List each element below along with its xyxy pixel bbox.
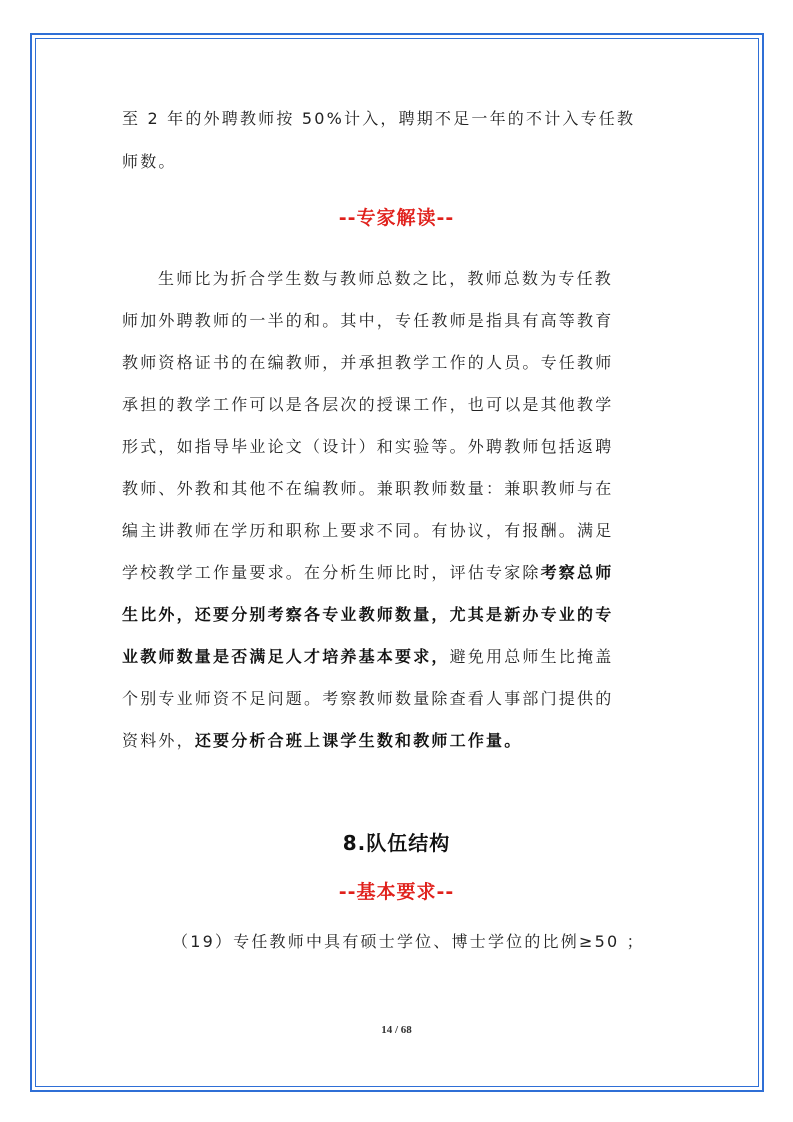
basic-requirements-heading: --基本要求--	[338, 881, 455, 903]
expert-line-12-bold: 还要分析合班上课学生数和教师工作量。	[194, 731, 523, 750]
expert-line-1: 生师比为折合学生数与教师总数之比，教师总数为专任教	[158, 269, 614, 288]
expert-line-10-bold: 业教师数量是否满足人才培养基本要求，	[122, 647, 450, 666]
intro-line-1: 至 2 年的外聘教师按 50%计入，聘期不足一年的不计入专任教	[122, 109, 636, 128]
expert-line-10-normal: 避免用总师生比掩盖	[449, 647, 614, 666]
expert-line-3: 教师资格证书的在编教师，并承担教学工作的人员。专任教师	[122, 353, 614, 372]
page-number: 14 / 68	[381, 1024, 412, 1036]
expert-line-12-normal: 资料外，	[122, 731, 195, 750]
expert-line-10	[122, 644, 613, 667]
expert-line-7: 编主讲教师在学历和职称上要求不同。有协议，有报酬。满足	[122, 521, 614, 540]
expert-line-8-bold: 考察总师	[540, 563, 614, 582]
expert-line-9: 生比外，还要分别考察各专业教师数量，尤其是新办专业的专	[122, 605, 614, 624]
expert-line-6: 教师、外教和其他不在编教师。兼职教师数量：兼职教师与在	[122, 479, 614, 498]
expert-line-8	[122, 560, 613, 583]
expert-line-8-normal: 学校教学工作量要求。在分析生师比时，评估专家除	[122, 563, 541, 582]
section-title: 8.队伍结构	[342, 831, 451, 855]
expert-line-2: 师加外聘教师的一半的和。其中，专任教师是指具有高等教育	[122, 311, 614, 330]
requirement-19: （19）专任教师中具有硕士学位、博士学位的比例≥50 ；	[172, 932, 645, 951]
expert-line-12	[122, 728, 522, 751]
expert-interpretation-heading: --专家解读--	[338, 207, 455, 229]
expert-line-5: 形式，如指导毕业论文（设计）和实验等。外聘教师包括返聘	[122, 437, 614, 456]
expert-line-11: 个别专业师资不足问题。考察教师数量除查看人事部门提供的	[122, 689, 614, 708]
expert-line-4: 承担的教学工作可以是各层次的授课工作，也可以是其他教学	[122, 395, 614, 414]
intro-line-2: 师数。	[122, 152, 177, 171]
